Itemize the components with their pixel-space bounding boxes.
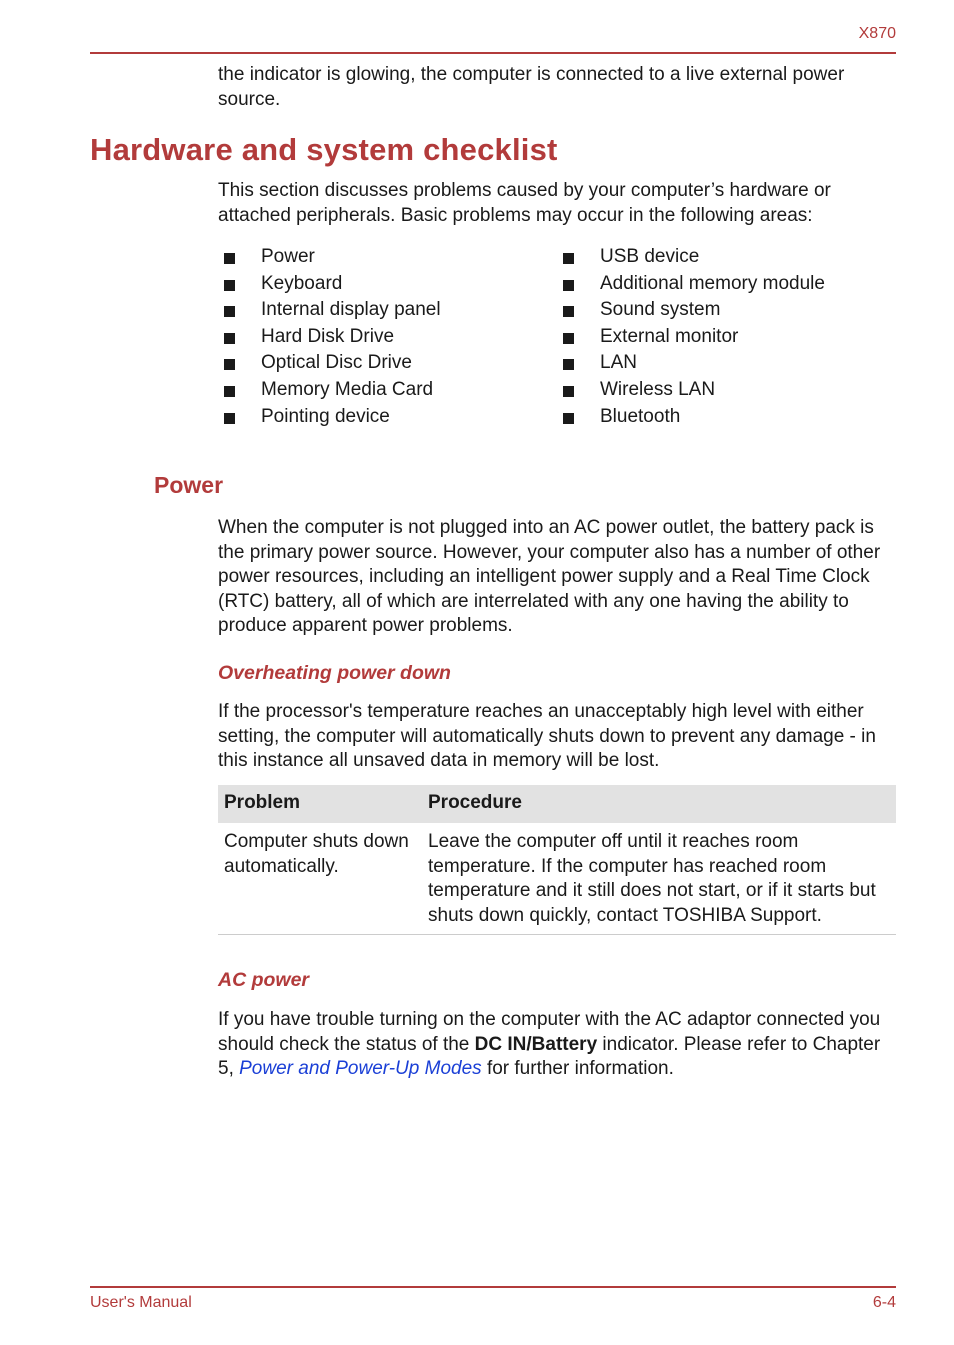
square-bullet-icon: [563, 253, 574, 264]
checklist-item-label: Memory Media Card: [261, 378, 434, 400]
ac-power-heading: AC power: [218, 969, 310, 991]
problem-procedure-table: [218, 785, 896, 935]
ac-power-paragraph: [218, 1008, 896, 1082]
power-modes-link[interactable]: Power and Power-Up Modes: [239, 1058, 482, 1080]
square-bullet-icon: [563, 306, 574, 317]
footer-rule: [90, 1286, 896, 1288]
footer-page-number: 6-4: [872, 1294, 896, 1311]
checklist-item: [557, 325, 825, 352]
power-paragraph: When the computer is not plugged into an AC power outlet, the battery pack is the primary power source. However, your computer also has a number of other power resources, including an intelligent power supply and a Real Time Clock (RTC) battery, all of which are interrelated with any one having the ability to produce apparent power problems.: [218, 517, 881, 637]
checklist-item: [557, 351, 825, 378]
checklist-item: [218, 378, 441, 405]
table-cell-problem: Computer shuts down automatically.: [224, 831, 409, 877]
checklist-item-label: Keyboard: [261, 272, 343, 294]
checklist-item-label: LAN: [600, 352, 637, 374]
checklist-item: [218, 325, 441, 352]
header-model-number: X870: [858, 25, 896, 42]
checklist-item-label: Pointing device: [261, 405, 390, 427]
square-bullet-icon: [224, 386, 235, 397]
checklist-right-column: [557, 245, 825, 431]
checklist-item-label: Hard Disk Drive: [261, 325, 395, 347]
overheating-paragraph: If the processor's temperature reaches an unacceptably high level with either setting, the computer will automatically shuts down to prevent any damage - in this instance all unsaved data in memory will be lost.: [218, 701, 876, 772]
checklist-item: [218, 351, 441, 378]
checklist-item-label: Wireless LAN: [600, 378, 716, 400]
table-row: [218, 823, 896, 935]
square-bullet-icon: [224, 253, 235, 264]
ac-power-text-3: for further information.: [481, 1058, 674, 1080]
square-bullet-icon: [563, 333, 574, 344]
checklist-left-column: [218, 245, 441, 431]
checklist-item: [557, 378, 825, 405]
continued-paragraph: the indicator is glowing, the computer is connected to a live external power source.: [218, 64, 845, 110]
dc-in-battery-label: DC IN/Battery: [474, 1033, 598, 1055]
checklist-item-label: Bluetooth: [600, 405, 681, 427]
checklist-item: [557, 405, 825, 432]
checklist-item: [557, 298, 825, 325]
checklist-item: [557, 245, 825, 272]
checklist-item: [218, 245, 441, 272]
checklist-item: [218, 272, 441, 299]
checklist-item-label: Optical Disc Drive: [261, 352, 412, 374]
square-bullet-icon: [563, 280, 574, 291]
checklist-item-label: External monitor: [600, 325, 739, 347]
checklist-item-label: Additional memory module: [600, 272, 825, 294]
table-cell-procedure: Leave the computer off until it reaches room temperature. If the computer has reached room temperature and it still does not start, or if it starts but shuts down quickly, contact TOSHIBA Support.: [428, 831, 876, 926]
checklist-item-label: Internal display panel: [261, 299, 441, 321]
square-bullet-icon: [224, 306, 235, 317]
square-bullet-icon: [224, 359, 235, 370]
checklist-item-label: USB device: [600, 246, 700, 267]
ac-power-text-2: indicator. Please refer to Chapter 5,: [218, 1033, 881, 1080]
square-bullet-icon: [563, 413, 574, 424]
square-bullet-icon: [563, 359, 574, 370]
overheating-heading: Overheating power down: [218, 662, 451, 684]
checklist-item: [557, 272, 825, 299]
checklist-item: [218, 405, 441, 432]
square-bullet-icon: [224, 280, 235, 291]
table-header-problem: Problem: [224, 792, 301, 813]
ac-power-text-1: If you have trouble turning on the computer with the AC adaptor connected you should check the status of the: [218, 1009, 881, 1055]
power-heading: Power: [154, 472, 224, 498]
square-bullet-icon: [224, 413, 235, 424]
footer-manual-title: User's Manual: [90, 1294, 192, 1311]
table-header-row: [218, 785, 896, 823]
table-header-procedure: Procedure: [428, 792, 522, 813]
section-title: Hardware and system checklist: [90, 132, 558, 167]
checklist-item-label: Sound system: [600, 299, 721, 321]
square-bullet-icon: [563, 386, 574, 397]
header-rule: [90, 52, 896, 54]
checklist-item-label: Power: [261, 246, 315, 267]
checklist-item: [218, 298, 441, 325]
section-intro: This section discusses problems caused by your computer’s hardware or attached peripherals. Basic problems may occur in the following areas:: [218, 180, 831, 226]
square-bullet-icon: [224, 333, 235, 344]
